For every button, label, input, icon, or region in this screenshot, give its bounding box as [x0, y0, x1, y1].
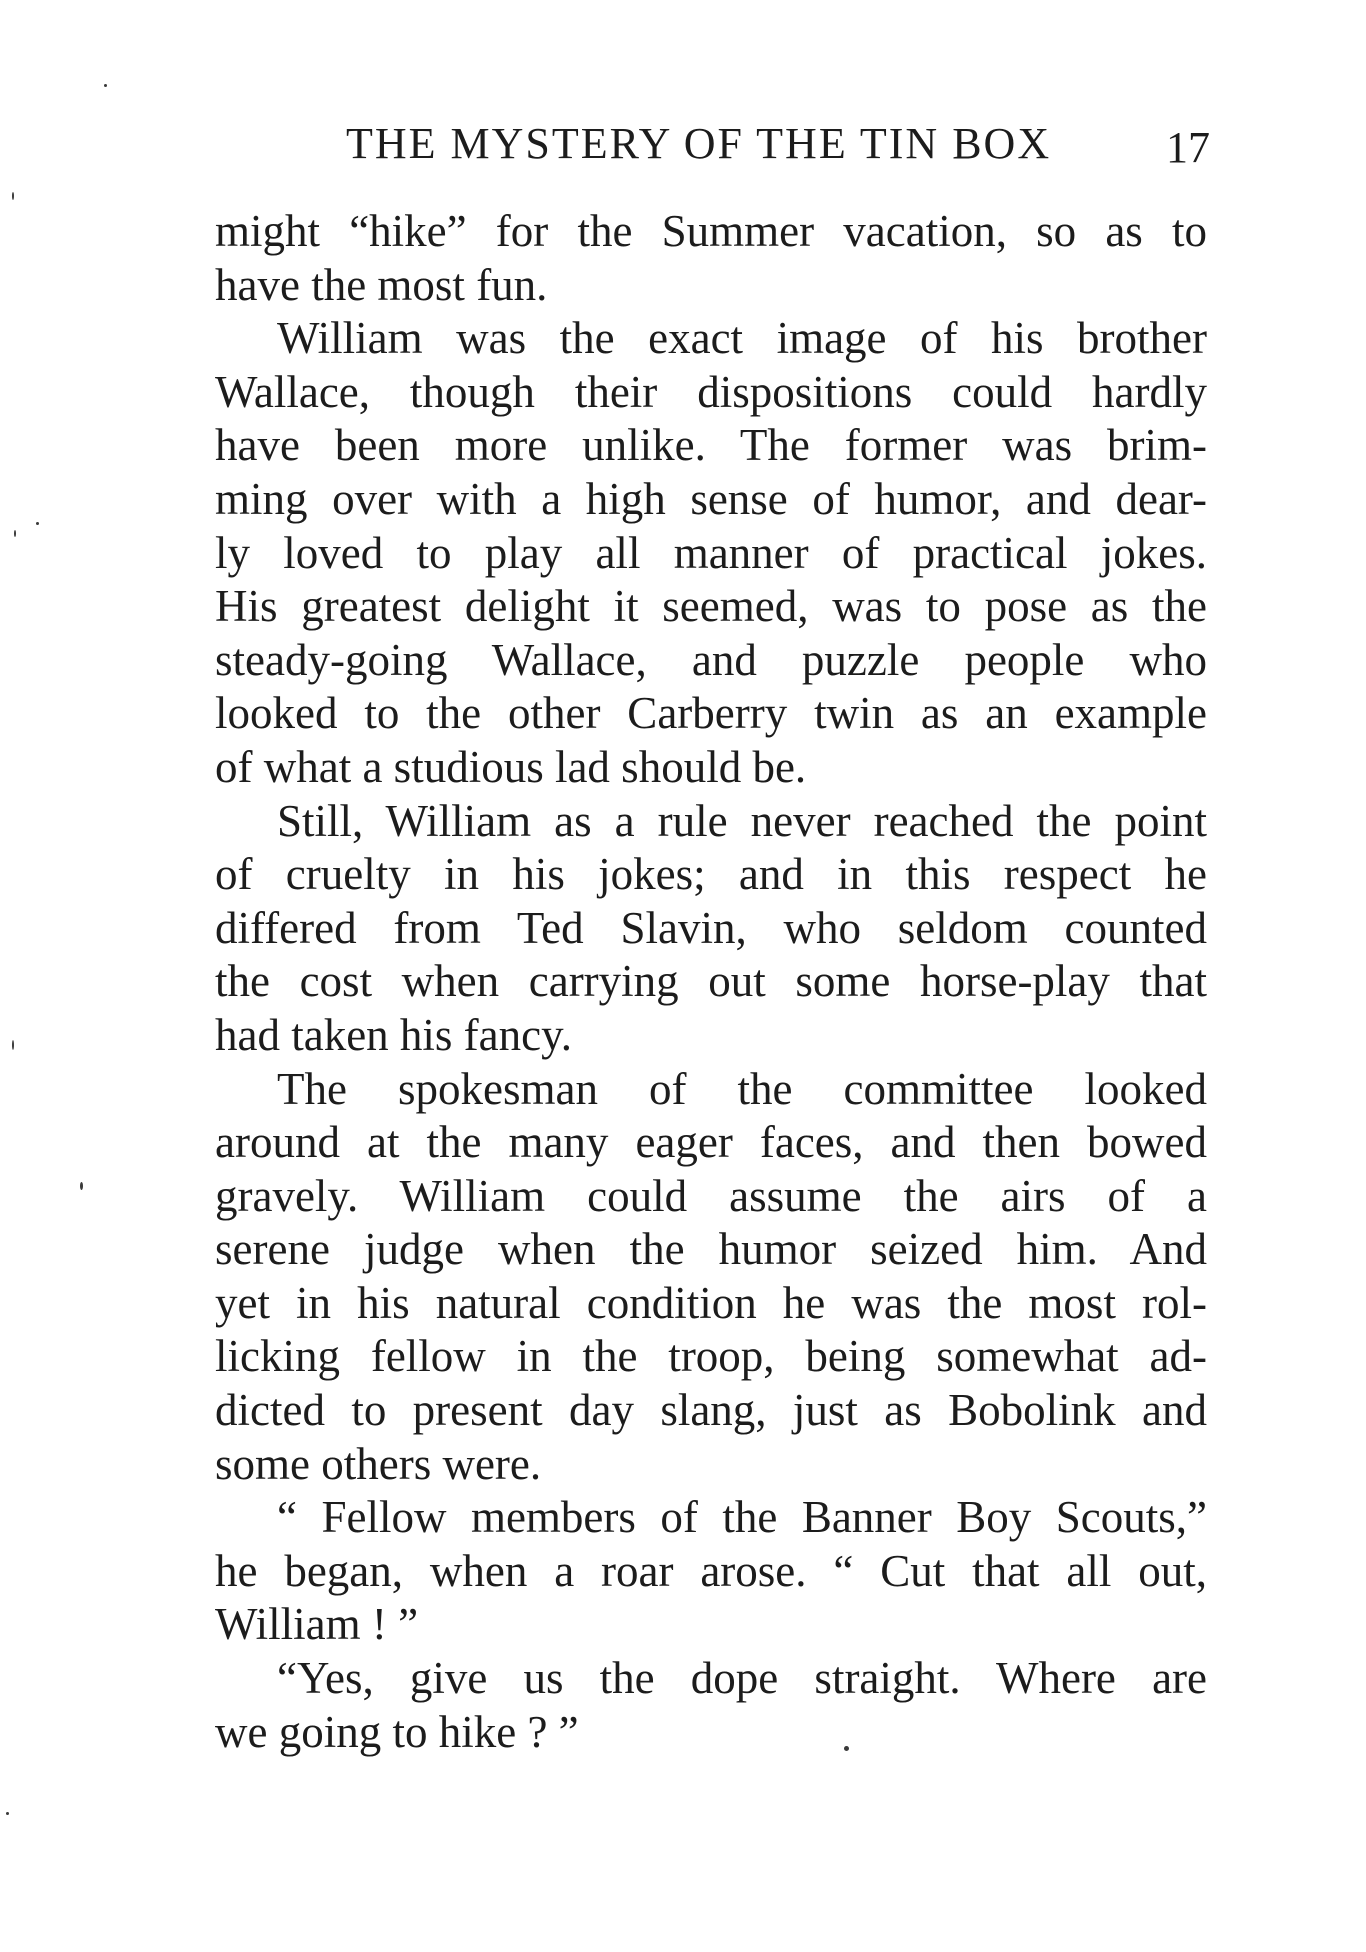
scan-speck [12, 192, 14, 200]
text-line: Wallace, though their dispositions could hardly [215, 366, 1207, 417]
scan-speck [844, 1746, 849, 1751]
text-line: looked to the other Carberry twin as an example [215, 688, 1207, 739]
text-line: gravely. William could assume the airs of a [215, 1170, 1207, 1221]
text-line: he began, when a roar arose. “ Cut that all out, [215, 1545, 1207, 1596]
text-line: serene judge when the humor seized him. And [215, 1224, 1207, 1275]
text-line: licking fellow in the troop, being somewhat ad- [215, 1331, 1207, 1382]
scan-speck [6, 1812, 9, 1815]
text-line: “ Fellow members of the Banner Boy Scouts,” [277, 1492, 1207, 1543]
text-line: had taken his fancy. [215, 1009, 572, 1060]
scan-speck [12, 1040, 14, 1050]
scan-speck [104, 84, 107, 87]
text-line: differed from Ted Slavin, who seldom counted [215, 902, 1207, 953]
text-line: William ! ” [215, 1599, 419, 1650]
text-line: dicted to present day slang, just as Bobolink and [215, 1385, 1207, 1436]
text-line: we going to hike ? ” [215, 1706, 579, 1757]
text-line: ly loved to play all manner of practical jokes. [215, 527, 1207, 578]
page-number: 17 [1166, 123, 1210, 172]
text-line: yet in his natural condition he was the most rol- [215, 1277, 1207, 1328]
running-head [346, 118, 1210, 172]
scan-speck [36, 522, 39, 525]
text-line: the cost when carrying out some horse-play that [215, 956, 1207, 1007]
scan-speck [80, 1182, 83, 1190]
running-title: THE MYSTERY OF THE TIN BOX [346, 119, 1052, 168]
text-line: Still, William as a rule never reached the point [277, 795, 1207, 846]
text-line: His greatest delight it seemed, was to pose as the [215, 581, 1207, 632]
text-line: The spokesman of the committee looked [277, 1063, 1207, 1114]
text-line: ming over with a high sense of humor, and dear- [215, 473, 1207, 524]
text-line: William was the exact image of his brother [277, 313, 1207, 364]
text-line: of what a studious lad should be. [215, 741, 807, 792]
text-line: some others were. [215, 1438, 542, 1489]
text-line: might “hike” for the Summer vacation, so as to [215, 206, 1207, 256]
text-line: have been more unlike. The former was brim- [215, 420, 1207, 471]
body-text [215, 205, 1207, 1759]
text-line: around at the many eager faces, and then bowed [215, 1117, 1207, 1168]
text-line: “Yes, give us the dope straight. Where are [277, 1653, 1207, 1704]
text-line: of cruelty in his jokes; and in this respect he [215, 849, 1207, 900]
scan-speck [14, 530, 16, 537]
text-line: have the most fun. [215, 259, 548, 310]
text-line: steady-going Wallace, and puzzle people who [215, 634, 1207, 685]
